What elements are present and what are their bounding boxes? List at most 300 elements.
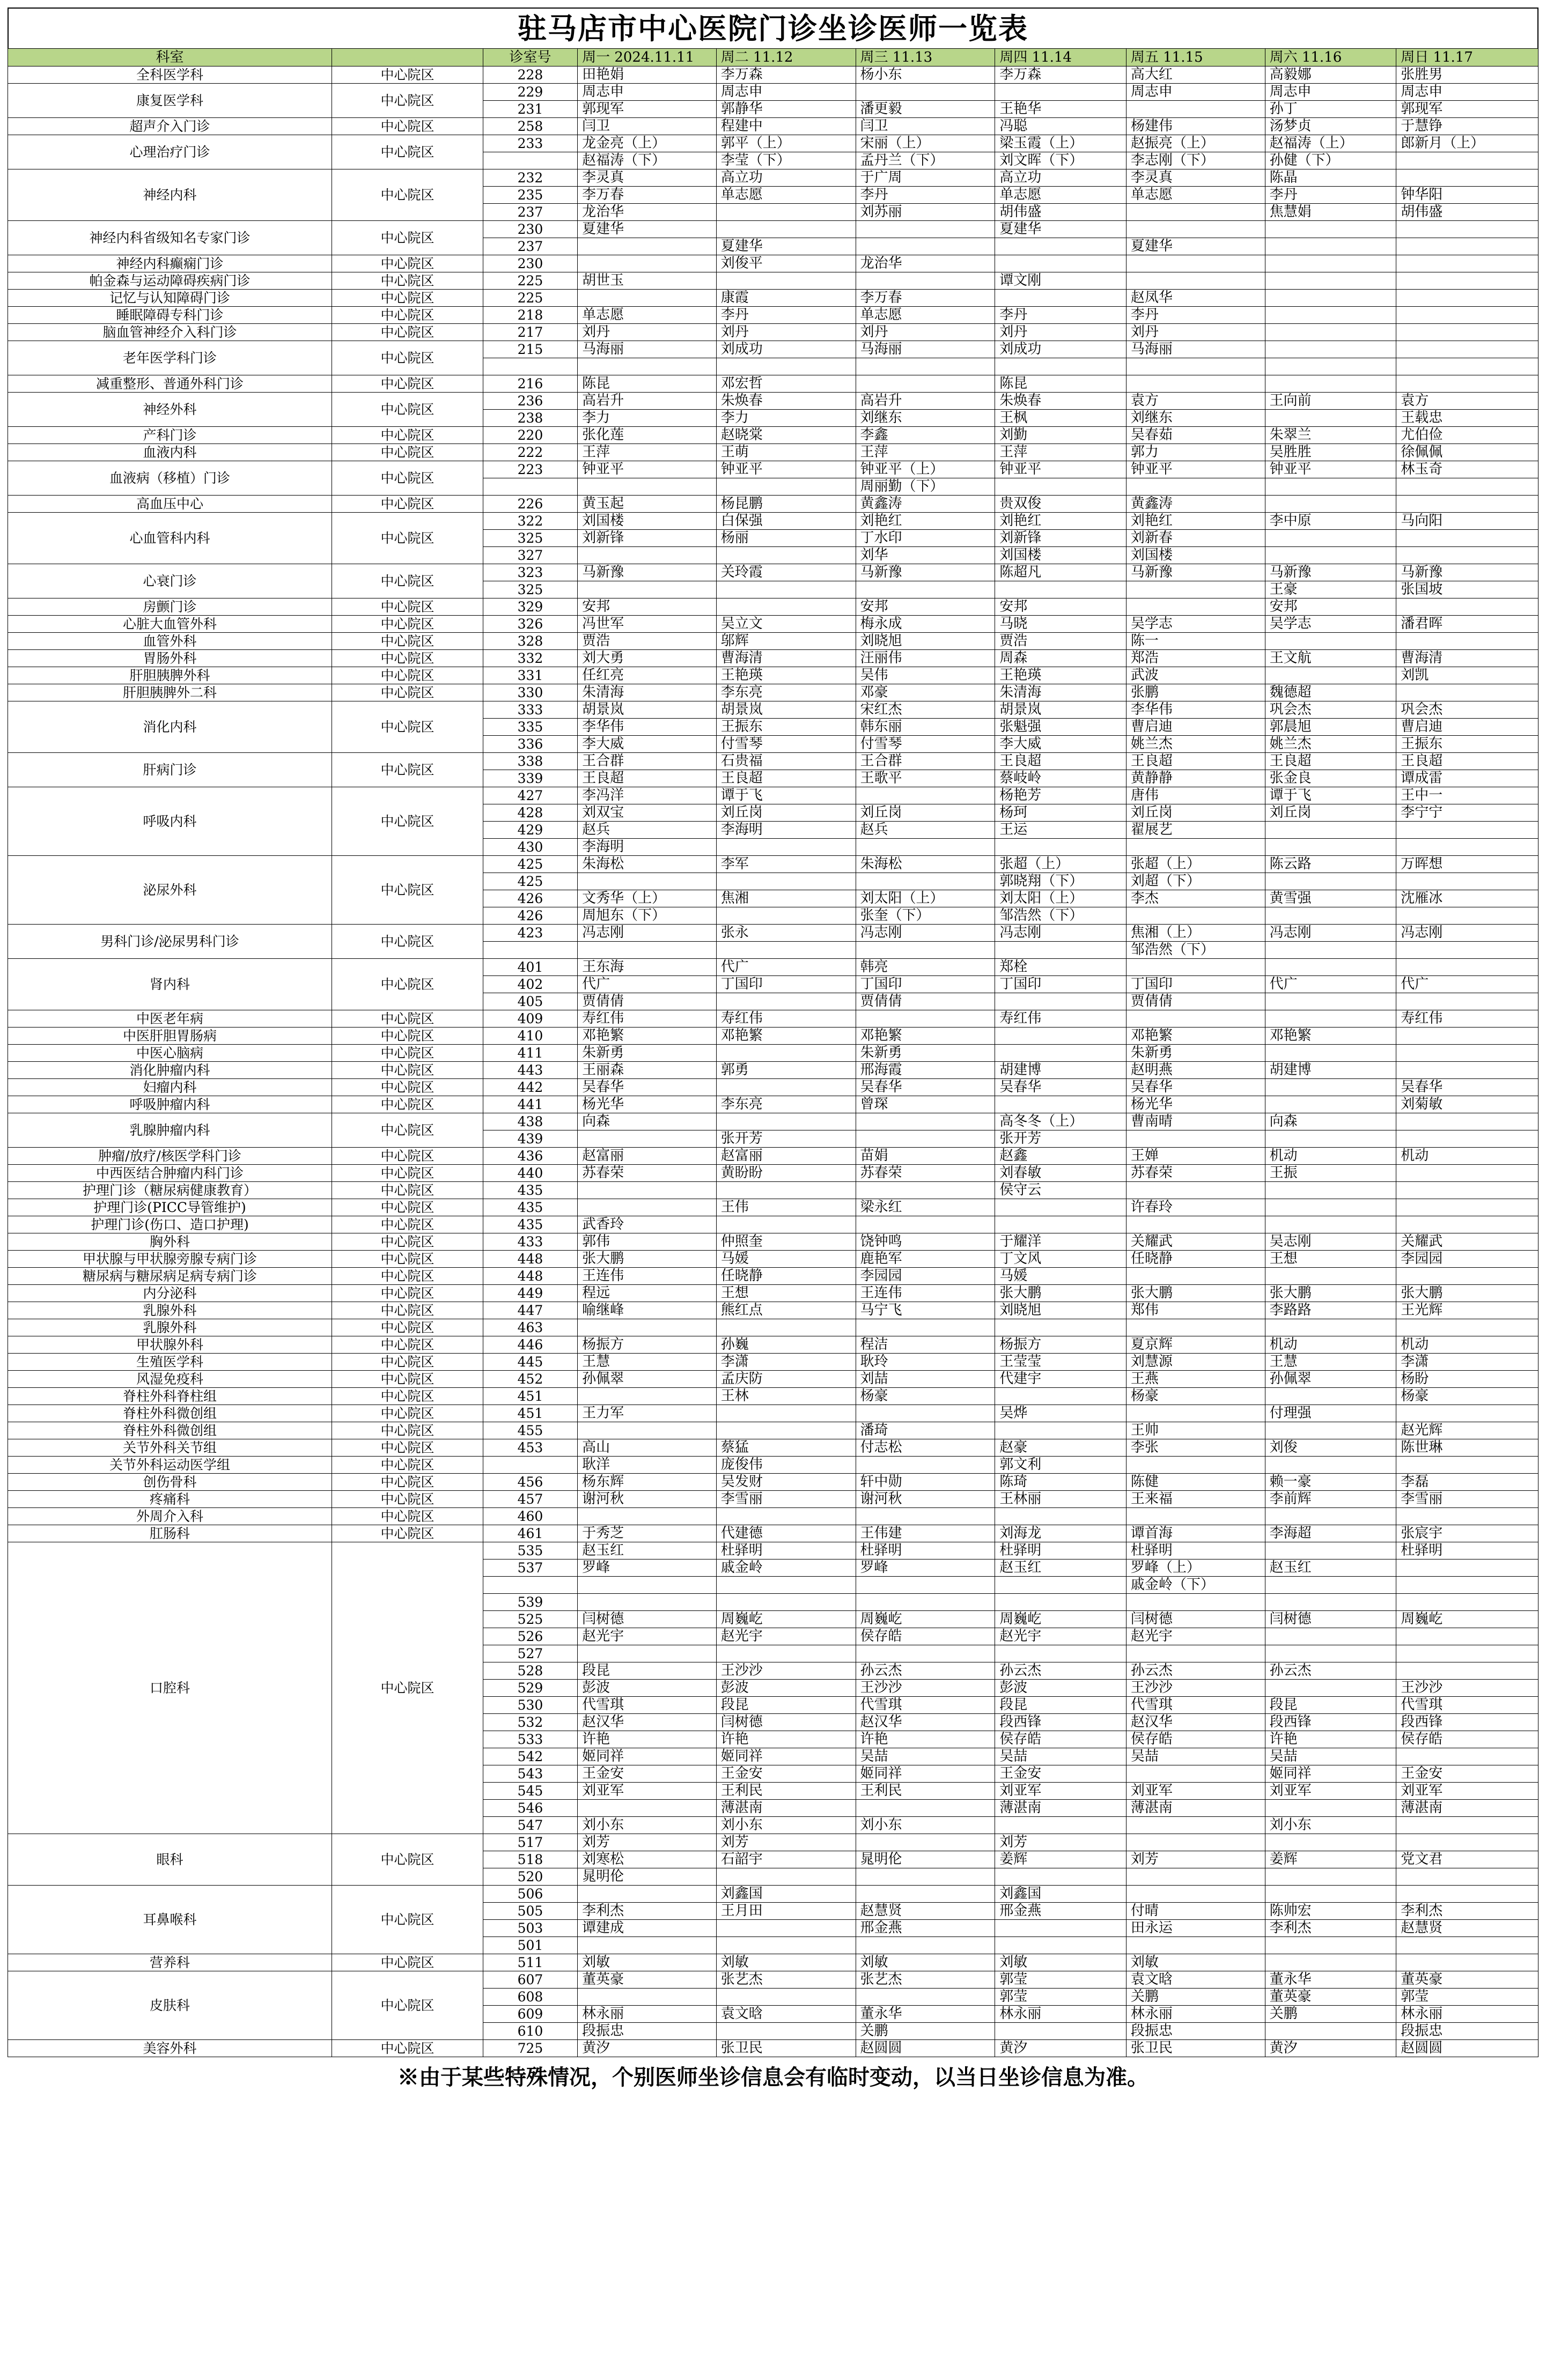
doctor-cell: 赵光宇 [578,1628,717,1645]
doctor-cell [1396,1457,1538,1474]
doctor-cell [716,581,856,598]
table-row [8,2040,1538,2057]
doctor-cell: 段振忠 [1126,2023,1265,2040]
doctor-cell [1126,1457,1265,1474]
doctor-cell: 张大鹏 [1396,1285,1538,1302]
dept-cell: 肛肠科 [8,1525,332,1542]
doctor-cell [1396,1645,1538,1662]
table-row [8,1319,1538,1336]
doctor-cell: 周巍屹 [716,1611,856,1628]
doctor-cell [716,1508,856,1525]
doctor-cell [995,1216,1127,1233]
doctor-cell: 武香玲 [578,1216,717,1233]
doctor-cell [578,1422,717,1439]
doctor-cell: 黄鑫涛 [856,496,995,513]
doctor-cell [1396,530,1538,547]
doctor-cell: 侯守云 [995,1182,1127,1199]
room-cell: 338 [483,753,577,770]
doctor-cell: 林永丽 [1396,2006,1538,2023]
room-cell: 325 [483,581,577,598]
doctor-cell [1396,496,1538,513]
doctor-cell [856,1594,995,1611]
doctor-cell: 苏春荣 [856,1165,995,1182]
room-cell: 547 [483,1817,577,1834]
doctor-cell: 高立功 [995,169,1127,187]
doctor-cell [1126,581,1265,598]
room-cell: 230 [483,255,577,272]
dept-cell: 肿瘤/放疗/核医学科门诊 [8,1148,332,1165]
doctor-cell: 董永华 [856,2006,995,2023]
doctor-cell: 贾倩倩 [578,993,717,1010]
doctor-cell: 安邦 [578,598,717,616]
header-sat: 周六 11.16 [1265,49,1396,66]
dept-cell: 眼科 [8,1834,332,1886]
doctor-cell [856,787,995,804]
doctor-cell: 贾倩倩 [856,993,995,1010]
doctor-cell: 宋丽（上） [856,135,995,152]
doctor-cell: 孙云杰 [1265,1662,1396,1680]
area-cell: 中心院区 [332,1319,483,1336]
doctor-cell: 张超（上） [995,856,1127,873]
doctor-cell [578,1577,717,1594]
doctor-cell: 林永丽 [578,2006,717,2023]
area-cell: 中心院区 [332,564,483,598]
doctor-cell: 付理强 [1265,1405,1396,1422]
dept-cell: 泌尿外科 [8,856,332,925]
doctor-cell: 王艳华 [995,101,1127,118]
doctor-cell: 孙云杰 [1126,1662,1265,1680]
doctor-cell: 袁方 [1396,393,1538,410]
doctor-cell [1126,1405,1265,1422]
doctor-cell: 武波 [1126,667,1265,684]
room-cell: 453 [483,1439,577,1457]
doctor-cell: 谢河秋 [856,1491,995,1508]
doctor-cell [995,238,1127,255]
doctor-cell [1265,1886,1396,1903]
doctor-cell [995,1028,1127,1045]
doctor-cell: 王沙沙 [1396,1680,1538,1697]
doctor-cell: 刘新锋 [995,530,1127,547]
doctor-cell [856,84,995,101]
area-cell: 中心院区 [332,1474,483,1491]
doctor-cell [995,1817,1127,1834]
doctor-cell: 赵玉红 [1265,1559,1396,1577]
doctor-cell [1126,1834,1265,1851]
doctor-cell: 吴春华 [856,1079,995,1096]
room-cell: 216 [483,375,577,393]
doctor-cell: 曹南晴 [1126,1113,1265,1130]
doctor-cell: 吴学志 [1265,616,1396,633]
doctor-cell: 蔡岐岭 [995,770,1127,787]
doctor-cell [578,942,717,959]
doctor-cell: 刘丹 [1126,324,1265,341]
dept-cell: 男科门诊/泌尿男科门诊 [8,925,332,959]
doctor-cell: 孙佩翠 [578,1371,717,1388]
doctor-cell: 高毅娜 [1265,66,1396,84]
doctor-cell: 寿红伟 [716,1010,856,1028]
doctor-cell: 张开芳 [995,1130,1127,1148]
doctor-cell [716,1937,856,1954]
doctor-cell: 王振 [1265,1165,1396,1182]
doctor-cell: 孙云杰 [995,1662,1127,1680]
doctor-cell: 刘继东 [856,410,995,427]
doctor-cell: 任晓静 [1126,1251,1265,1268]
room-cell: 327 [483,547,577,564]
area-cell: 中心院区 [332,290,483,307]
doctor-cell [1265,2023,1396,2040]
doctor-cell: 马媛 [995,1268,1127,1285]
doctor-cell [1396,1559,1538,1577]
room-cell: 441 [483,1096,577,1113]
doctor-cell: 张鹏 [1126,684,1265,701]
dept-cell: 消化内科 [8,701,332,753]
doctor-cell: 邓艳繁 [856,1028,995,1045]
room-cell: 222 [483,444,577,461]
doctor-cell [1265,942,1396,959]
area-cell: 中心院区 [332,307,483,324]
doctor-cell: 吴春华 [995,1079,1127,1096]
doctor-cell: 李力 [578,410,717,427]
doctor-cell: 梁永红 [856,1199,995,1216]
doctor-cell: 彭波 [716,1680,856,1697]
doctor-cell: 段昆 [578,1662,717,1680]
doctor-cell: 吴喆 [1126,1748,1265,1765]
doctor-cell: 赵凤华 [1126,290,1265,307]
doctor-cell: 熊红点 [716,1302,856,1319]
doctor-cell: 刘超（下） [1126,873,1265,890]
doctor-cell: 陈帅宏 [1265,1903,1396,1920]
doctor-cell [1265,1079,1396,1096]
doctor-cell [1396,1954,1538,1971]
doctor-cell: 赵光辉 [1396,1422,1538,1439]
room-cell: 411 [483,1045,577,1062]
area-cell: 中心院区 [332,1491,483,1508]
area-cell: 中心院区 [332,84,483,118]
table-row [8,255,1538,272]
doctor-cell: 冯志刚 [578,925,717,942]
doctor-cell [1396,478,1538,496]
doctor-cell: 罗峰 [578,1559,717,1577]
doctor-cell [856,1182,995,1199]
doctor-cell: 刘丹 [578,324,717,341]
doctor-cell: 王林丽 [995,1491,1127,1508]
table-row [8,1491,1538,1508]
doctor-cell: 代雪琪 [856,1697,995,1714]
doctor-cell: 梅永成 [856,616,995,633]
doctor-cell [716,907,856,925]
doctor-cell [995,581,1127,598]
doctor-cell: 钟亚平 [578,461,717,478]
doctor-cell: 王振东 [716,719,856,736]
doctor-cell [1126,1937,1265,1954]
doctor-cell: 郭莹 [995,1971,1127,1989]
doctor-cell: 林永丽 [995,2006,1127,2023]
room-cell: 217 [483,324,577,341]
table-row [8,1285,1538,1302]
doctor-cell: 黄盼盼 [716,1165,856,1182]
doctor-cell: 刘新锋 [578,530,717,547]
room-cell: 409 [483,1010,577,1028]
doctor-cell: 马新豫 [1126,564,1265,581]
doctor-cell: 高岩升 [578,393,717,410]
doctor-cell: 机动 [1265,1148,1396,1165]
doctor-cell: 薄湛南 [1126,1800,1265,1817]
room-cell: 506 [483,1886,577,1903]
table-row [8,633,1538,650]
header-tue: 周二 11.12 [716,49,856,66]
doctor-cell: 王萍 [578,444,717,461]
area-cell: 中心院区 [332,1148,483,1165]
table-row [8,787,1538,804]
doctor-cell [995,1577,1127,1594]
doctor-cell [1396,1508,1538,1525]
doctor-cell: 朱海松 [578,856,717,873]
doctor-cell [856,873,995,890]
doctor-cell [578,1182,717,1199]
doctor-cell [1265,1800,1396,1817]
doctor-cell: 张魁强 [995,719,1127,736]
table-row [8,1439,1538,1457]
header-fri: 周五 11.15 [1126,49,1265,66]
doctor-cell: 侯存皓 [856,1628,995,1645]
doctor-cell [1265,907,1396,925]
doctor-cell: 马媛 [716,1251,856,1268]
doctor-cell [716,1319,856,1336]
doctor-cell: 李丹 [716,307,856,324]
dept-cell: 肝病门诊 [8,753,332,787]
doctor-cell: 苏春荣 [1126,1165,1265,1182]
doctor-cell [716,1079,856,1096]
dept-cell: 营养科 [8,1954,332,1971]
table-row [8,616,1538,633]
table-row [8,375,1538,393]
doctor-cell: 李大威 [995,736,1127,753]
doctor-cell [856,358,995,375]
doctor-cell: 张卫民 [716,2040,856,2057]
doctor-cell: 安邦 [1265,598,1396,616]
doctor-cell: 赵富丽 [578,1148,717,1165]
room-cell: 333 [483,701,577,719]
doctor-cell [1265,1542,1396,1559]
room-cell: 533 [483,1731,577,1748]
area-cell: 中心院区 [332,444,483,461]
doctor-cell: 刘丘岗 [1126,804,1265,822]
doctor-cell: 许艳 [716,1731,856,1748]
doctor-cell: 张金良 [1265,770,1396,787]
doctor-cell: 于广周 [856,169,995,187]
doctor-cell: 焦慧娟 [1265,204,1396,221]
doctor-cell: 李利杰 [578,1903,717,1920]
doctor-cell: 孙云杰 [856,1662,995,1680]
schedule-table [8,48,1538,2057]
doctor-cell [856,942,995,959]
doctor-cell: 高山 [578,1439,717,1457]
doctor-cell: 陈昆 [995,375,1127,393]
room-cell: 425 [483,856,577,873]
doctor-cell: 侯存皓 [1126,1731,1265,1748]
doctor-cell: 王帅 [1126,1422,1265,1439]
table-row [8,513,1538,530]
doctor-cell: 单志愿 [1126,187,1265,204]
doctor-cell: 吴志刚 [1265,1233,1396,1251]
area-cell: 中心院区 [332,1062,483,1079]
doctor-cell: 丁水印 [856,530,995,547]
doctor-cell: 谭于飞 [716,787,856,804]
doctor-cell: 潘琦 [856,1422,995,1439]
doctor-cell: 袁方 [1126,393,1265,410]
area-cell: 中心院区 [332,701,483,753]
area-cell: 中心院区 [332,1199,483,1216]
room-cell: 539 [483,1594,577,1611]
doctor-cell: 王合群 [856,753,995,770]
doctor-cell: 王向前 [1265,393,1396,410]
doctor-cell: 王林 [716,1388,856,1405]
table-row [8,701,1538,719]
doctor-cell [995,1937,1127,1954]
doctor-cell [1396,1886,1538,1903]
doctor-cell [856,1577,995,1594]
area-cell: 中心院区 [332,375,483,393]
room-cell: 228 [483,66,577,84]
doctor-cell: 代建德 [716,1525,856,1542]
doctor-cell: 李丹 [856,187,995,204]
doctor-cell: 罗峰 [856,1559,995,1577]
doctor-cell: 汪丽伟 [856,650,995,667]
area-cell: 中心院区 [332,169,483,221]
dept-cell: 关节外科关节组 [8,1439,332,1457]
doctor-cell: 赵晓棠 [716,427,856,444]
doctor-cell: 李灵真 [1126,169,1265,187]
doctor-cell: 王沙沙 [716,1662,856,1680]
doctor-cell: 王良超 [578,770,717,787]
room-cell: 225 [483,290,577,307]
doctor-cell [1126,375,1265,393]
doctor-cell: 郭静华 [716,101,856,118]
area-cell: 中心院区 [332,1182,483,1199]
doctor-cell: 董英豪 [1265,1989,1396,2006]
room-cell: 445 [483,1354,577,1371]
room-cell: 326 [483,616,577,633]
area-cell: 中心院区 [332,959,483,1010]
doctor-cell: 刘国楼 [1126,547,1265,564]
doctor-cell: 机动 [1265,1336,1396,1354]
room-cell: 447 [483,1302,577,1319]
room-cell: 442 [483,1079,577,1096]
doctor-cell: 田艳娟 [578,66,717,84]
doctor-cell: 郎新月（上） [1396,135,1538,152]
doctor-cell: 侯存皓 [995,1731,1127,1748]
doctor-cell: 李宁宁 [1396,804,1538,822]
room-cell: 440 [483,1165,577,1182]
doctor-cell: 王中一 [1396,787,1538,804]
doctor-cell: 刘丘岗 [1265,804,1396,822]
area-cell: 中心院区 [332,633,483,650]
doctor-cell [995,478,1127,496]
doctor-cell: 潘君晖 [1396,616,1538,633]
doctor-cell: 朱翠兰 [1265,427,1396,444]
room-cell: 451 [483,1388,577,1405]
doctor-cell: 任晓静 [716,1268,856,1285]
table-row [8,290,1538,307]
doctor-cell [1265,1594,1396,1611]
doctor-cell [578,255,717,272]
room-cell: 339 [483,770,577,787]
doctor-cell [716,1577,856,1594]
table-row [8,564,1538,581]
doctor-cell: 刘亚军 [1396,1783,1538,1800]
doctor-cell: 冯志刚 [1265,925,1396,942]
room-cell: 330 [483,684,577,701]
area-cell: 中心院区 [332,856,483,925]
doctor-cell: 王连伟 [856,1285,995,1302]
doctor-cell: 张大鹏 [1265,1285,1396,1302]
doctor-cell: 刘新春 [1126,530,1265,547]
dept-cell: 高血压中心 [8,496,332,513]
doctor-cell: 董永华 [1265,1971,1396,1989]
doctor-cell: 王利民 [856,1783,995,1800]
doctor-cell: 杨东辉 [578,1474,717,1491]
doctor-cell: 闫树德 [1265,1611,1396,1628]
doctor-cell: 高立功 [716,169,856,187]
doctor-cell: 贾倩倩 [1126,993,1265,1010]
area-cell: 中心院区 [332,1045,483,1062]
doctor-cell: 曹海清 [1396,650,1538,667]
table-row [8,1045,1538,1062]
dept-cell: 肾内科 [8,959,332,1010]
doctor-cell: 王利民 [716,1783,856,1800]
doctor-cell [578,290,717,307]
doctor-cell: 文秀华（上） [578,890,717,907]
doctor-cell: 许艳 [578,1731,717,1748]
doctor-cell: 寿红伟 [1396,1010,1538,1028]
doctor-cell: 寿红伟 [578,1010,717,1028]
doctor-cell: 刘小东 [716,1817,856,1834]
doctor-cell: 闫树德 [1126,1611,1265,1628]
doctor-cell: 吴胜胜 [1265,444,1396,461]
doctor-cell: 周巍屹 [856,1611,995,1628]
doctor-cell: 曹启迪 [1126,719,1265,736]
table-row [8,221,1538,238]
doctor-cell: 冯聪 [995,118,1127,135]
doctor-cell [1265,530,1396,547]
doctor-cell: 侯存皓 [1396,1731,1538,1748]
dept-cell: 关节外科运动医学组 [8,1457,332,1474]
doctor-cell [1396,341,1538,358]
area-cell: 中心院区 [332,1028,483,1045]
doctor-cell: 潘更毅 [856,101,995,118]
doctor-cell: 李志刚（下） [1126,152,1265,169]
doctor-cell [1265,1010,1396,1028]
doctor-cell: 刘艳红 [1126,513,1265,530]
area-cell: 中心院区 [332,1439,483,1457]
room-cell: 455 [483,1422,577,1439]
doctor-cell [1396,255,1538,272]
doctor-cell: 王月田 [716,1903,856,1920]
doctor-cell: 赵光宇 [1126,1628,1265,1645]
doctor-cell: 晁明伦 [578,1868,717,1886]
doctor-cell: 钟亚平 [1265,461,1396,478]
doctor-cell: 朱清海 [578,684,717,701]
doctor-cell: 刘晓旭 [995,1302,1127,1319]
doctor-cell [1265,1045,1396,1062]
dept-cell: 神经内科省级知名专家门诊 [8,221,332,255]
doctor-cell: 胡建博 [1265,1062,1396,1079]
doctor-cell: 安邦 [856,598,995,616]
table-row [8,461,1538,478]
doctor-cell [856,1800,995,1817]
doctor-cell [716,1645,856,1662]
doctor-cell: 宋红杰 [856,701,995,719]
